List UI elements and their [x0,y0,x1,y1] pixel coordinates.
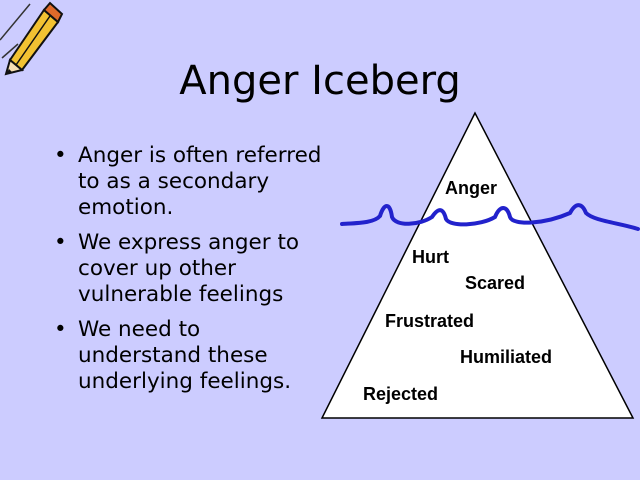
bullet-list [52,143,322,404]
iceberg-shape [322,113,633,418]
bullet-icon: • [54,230,67,255]
iceberg-diagram [320,105,640,425]
label-rejected: Rejected [363,384,439,404]
list-item: • We need to understand these underlying feelings. [54,317,292,394]
label-hurt: Hurt [412,247,449,267]
bullet-icon: • [54,317,67,342]
label-anger: Anger [445,178,498,198]
list-item: • We express anger to cover up other vulnerable feelings [54,230,300,307]
label-scared: Scared [465,273,526,293]
label-frustrated: Frustrated [385,311,475,331]
list-item: • Anger is often referred to as a secondary emotion. [54,143,322,220]
bullet-icon: • [54,143,67,168]
label-humiliated: Humiliated [460,347,553,367]
page-title: Anger Iceberg [179,58,461,104]
